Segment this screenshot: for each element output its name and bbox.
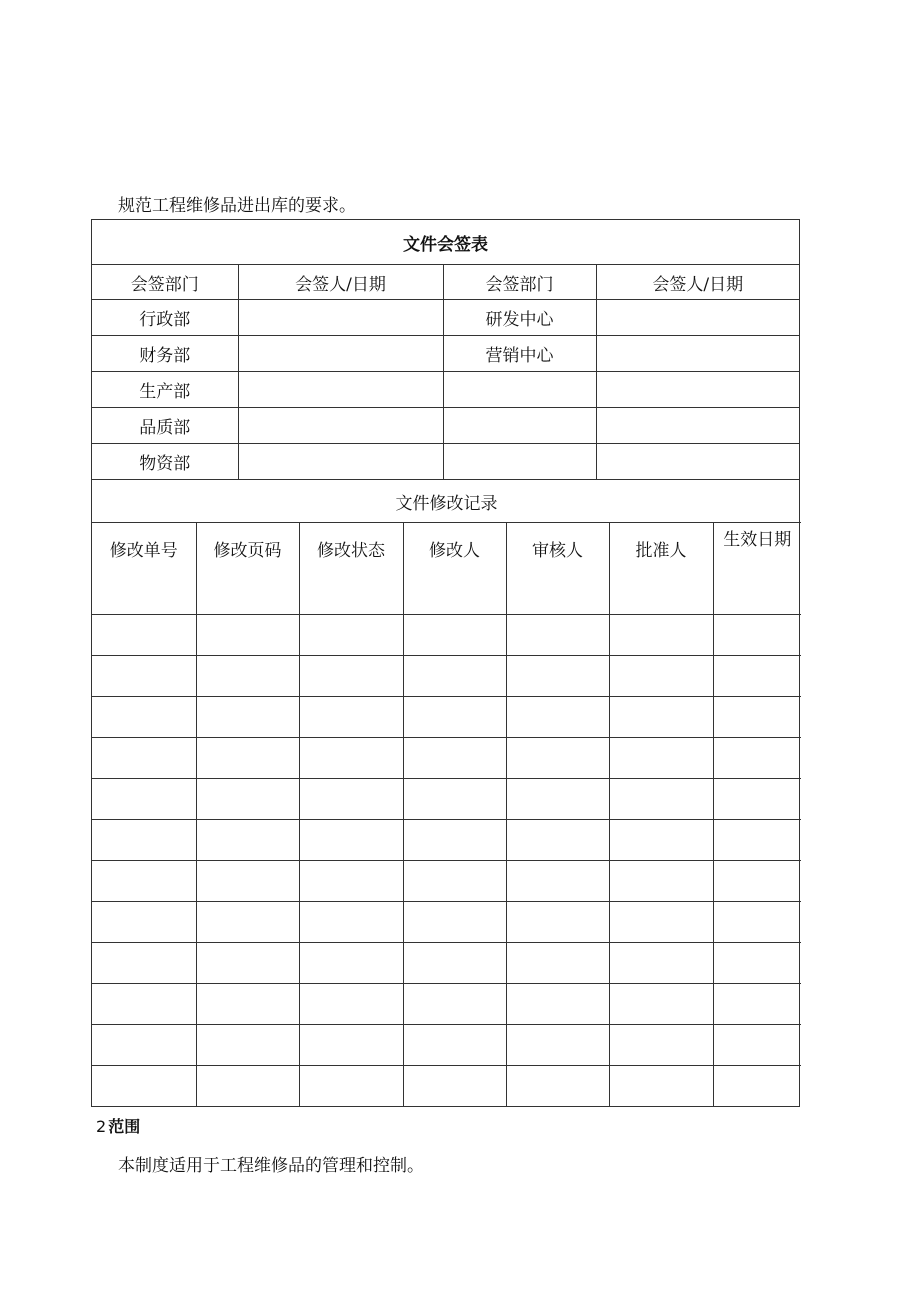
revision-cell[interactable] — [92, 615, 196, 656]
revision-row — [92, 697, 801, 738]
revision-cell[interactable] — [506, 943, 609, 984]
revision-cell[interactable] — [609, 943, 713, 984]
signoff-signer-cell[interactable] — [596, 408, 799, 444]
signoff-header-signer-2: 会签人/日期 — [596, 265, 799, 300]
revision-row — [92, 820, 801, 861]
revision-header-approver: 批准人 — [609, 523, 713, 575]
revision-cell[interactable] — [506, 861, 609, 902]
revision-cell[interactable] — [609, 1066, 713, 1107]
revision-cell[interactable] — [609, 738, 713, 779]
revision-cell[interactable] — [196, 902, 299, 943]
signoff-dept-cell: 财务部 — [92, 336, 238, 372]
revision-header-page-no: 修改页码 — [196, 523, 299, 575]
revision-cell[interactable] — [506, 1066, 609, 1107]
revision-cell[interactable] — [506, 820, 609, 861]
signoff-signer-cell[interactable] — [238, 300, 443, 336]
revision-row — [92, 1066, 801, 1107]
revision-cell[interactable] — [92, 861, 196, 902]
revision-cell[interactable] — [609, 861, 713, 902]
revision-cell[interactable] — [403, 1025, 506, 1066]
revision-cell[interactable] — [196, 861, 299, 902]
revision-row — [92, 779, 801, 820]
revision-header-reviewer: 审核人 — [506, 523, 609, 575]
revision-cell[interactable] — [196, 656, 299, 697]
revision-cell[interactable] — [609, 902, 713, 943]
revision-cell[interactable] — [713, 615, 801, 656]
signoff-table — [92, 220, 799, 480]
revision-cell[interactable] — [196, 943, 299, 984]
signoff-dept-cell — [443, 408, 596, 444]
revision-row — [92, 656, 801, 697]
revision-header-status: 修改状态 — [299, 523, 403, 575]
revision-cell[interactable] — [713, 1025, 801, 1066]
revision-cell[interactable] — [92, 656, 196, 697]
revision-cell[interactable] — [299, 943, 403, 984]
revision-cell[interactable] — [713, 738, 801, 779]
revision-cell[interactable] — [713, 943, 801, 984]
revision-cell[interactable] — [506, 656, 609, 697]
revision-cell[interactable] — [92, 1025, 196, 1066]
revision-row — [92, 1025, 801, 1066]
revision-cell[interactable] — [403, 820, 506, 861]
revision-cell[interactable] — [609, 820, 713, 861]
revision-table-title: 文件修改记录 — [92, 480, 801, 523]
signoff-dept-cell: 品质部 — [92, 408, 238, 444]
section-title: 范围 — [108, 1117, 141, 1136]
revision-cell[interactable] — [403, 574, 506, 615]
revision-cell[interactable] — [299, 779, 403, 820]
revision-row — [92, 738, 801, 779]
revision-cell[interactable] — [713, 574, 801, 615]
revision-header-modifier: 修改人 — [403, 523, 506, 575]
signoff-dept-cell: 营销中心 — [443, 336, 596, 372]
section-number: 2 — [96, 1117, 107, 1136]
revision-cell[interactable] — [196, 574, 299, 615]
revision-cell[interactable] — [92, 902, 196, 943]
revision-cell[interactable] — [403, 1066, 506, 1107]
revision-cell[interactable] — [403, 656, 506, 697]
revision-cell[interactable] — [92, 1066, 196, 1107]
revision-cell[interactable] — [713, 902, 801, 943]
revision-cell[interactable] — [92, 943, 196, 984]
signoff-signer-cell[interactable] — [596, 372, 799, 408]
scope-paragraph: 本制度适用于工程维修品的管理和控制。 — [118, 1156, 424, 1176]
signoff-signer-cell[interactable] — [238, 336, 443, 372]
signoff-dept-cell: 研发中心 — [443, 300, 596, 336]
revision-cell[interactable] — [403, 861, 506, 902]
revision-cell[interactable] — [506, 902, 609, 943]
revision-cell[interactable] — [713, 820, 801, 861]
signoff-dept-cell: 行政部 — [92, 300, 238, 336]
revision-row — [92, 861, 801, 902]
signoff-signer-cell[interactable] — [596, 336, 799, 372]
revision-cell[interactable] — [299, 697, 403, 738]
revision-cell[interactable] — [713, 697, 801, 738]
revision-cell[interactable] — [299, 656, 403, 697]
revision-cell[interactable] — [403, 615, 506, 656]
section-heading — [96, 1114, 140, 1137]
revision-cell[interactable] — [299, 902, 403, 943]
revision-cell[interactable] — [92, 574, 196, 615]
revision-rows — [92, 574, 801, 1106]
revision-cell[interactable] — [609, 697, 713, 738]
revision-cell[interactable] — [403, 738, 506, 779]
revision-cell[interactable] — [299, 615, 403, 656]
revision-cell[interactable] — [506, 697, 609, 738]
document-form-table — [91, 219, 800, 1107]
signoff-signer-cell[interactable] — [238, 408, 443, 444]
signoff-header-dept-2: 会签部门 — [443, 265, 596, 300]
signoff-signer-cell[interactable] — [596, 444, 799, 480]
revision-cell[interactable] — [299, 820, 403, 861]
signoff-dept-cell — [443, 372, 596, 408]
revision-cell[interactable] — [506, 738, 609, 779]
revision-cell[interactable] — [403, 943, 506, 984]
revision-cell[interactable] — [196, 820, 299, 861]
revision-row — [92, 615, 801, 656]
revision-cell[interactable] — [92, 738, 196, 779]
signoff-dept-cell: 生产部 — [92, 372, 238, 408]
revision-cell[interactable] — [713, 779, 801, 820]
revision-row — [92, 902, 801, 943]
revision-header-change-no: 修改单号 — [92, 523, 196, 575]
revision-cell[interactable] — [609, 656, 713, 697]
revision-cell[interactable] — [299, 861, 403, 902]
signoff-header-signer-1: 会签人/日期 — [238, 265, 443, 300]
signoff-signer-cell[interactable] — [238, 372, 443, 408]
revision-cell[interactable] — [506, 1025, 609, 1066]
signoff-table-title: 文件会签表 — [92, 220, 799, 265]
revision-cell[interactable] — [609, 779, 713, 820]
signoff-signer-cell[interactable] — [596, 300, 799, 336]
revision-cell[interactable] — [403, 902, 506, 943]
revision-cell[interactable] — [506, 779, 609, 820]
revision-row — [92, 574, 801, 615]
revision-cell[interactable] — [299, 738, 403, 779]
revision-cell[interactable] — [403, 984, 506, 1025]
revision-table — [92, 480, 801, 1106]
revision-cell[interactable] — [713, 1066, 801, 1107]
revision-cell[interactable] — [92, 820, 196, 861]
signoff-signer-cell[interactable] — [238, 444, 443, 480]
revision-cell[interactable] — [196, 984, 299, 1025]
revision-cell[interactable] — [299, 1025, 403, 1066]
revision-cell[interactable] — [92, 779, 196, 820]
intro-paragraph: 规范工程维修品进出库的要求。 — [118, 196, 356, 216]
signoff-dept-cell — [443, 444, 596, 480]
revision-cell[interactable] — [299, 574, 403, 615]
revision-cell[interactable] — [196, 1066, 299, 1107]
revision-cell[interactable] — [196, 615, 299, 656]
revision-cell[interactable] — [609, 574, 713, 615]
revision-cell[interactable] — [196, 697, 299, 738]
revision-cell[interactable] — [196, 1025, 299, 1066]
revision-cell[interactable] — [713, 984, 801, 1025]
signoff-dept-cell: 物资部 — [92, 444, 238, 480]
revision-cell[interactable] — [92, 697, 196, 738]
revision-cell[interactable] — [506, 984, 609, 1025]
revision-row — [92, 943, 801, 984]
revision-cell[interactable] — [506, 615, 609, 656]
revision-cell[interactable] — [713, 861, 801, 902]
revision-cell[interactable] — [196, 779, 299, 820]
revision-cell[interactable] — [299, 1066, 403, 1107]
revision-cell[interactable] — [506, 574, 609, 615]
revision-cell[interactable] — [403, 697, 506, 738]
revision-cell[interactable] — [299, 984, 403, 1025]
revision-cell[interactable] — [609, 615, 713, 656]
revision-cell[interactable] — [609, 984, 713, 1025]
revision-cell[interactable] — [609, 1025, 713, 1066]
signoff-header-dept-1: 会签部门 — [92, 265, 238, 300]
revision-cell[interactable] — [92, 984, 196, 1025]
revision-cell[interactable] — [713, 656, 801, 697]
revision-cell[interactable] — [403, 779, 506, 820]
revision-row — [92, 984, 801, 1025]
revision-header-effective-date: 生效日期 — [713, 523, 801, 575]
revision-cell[interactable] — [196, 738, 299, 779]
